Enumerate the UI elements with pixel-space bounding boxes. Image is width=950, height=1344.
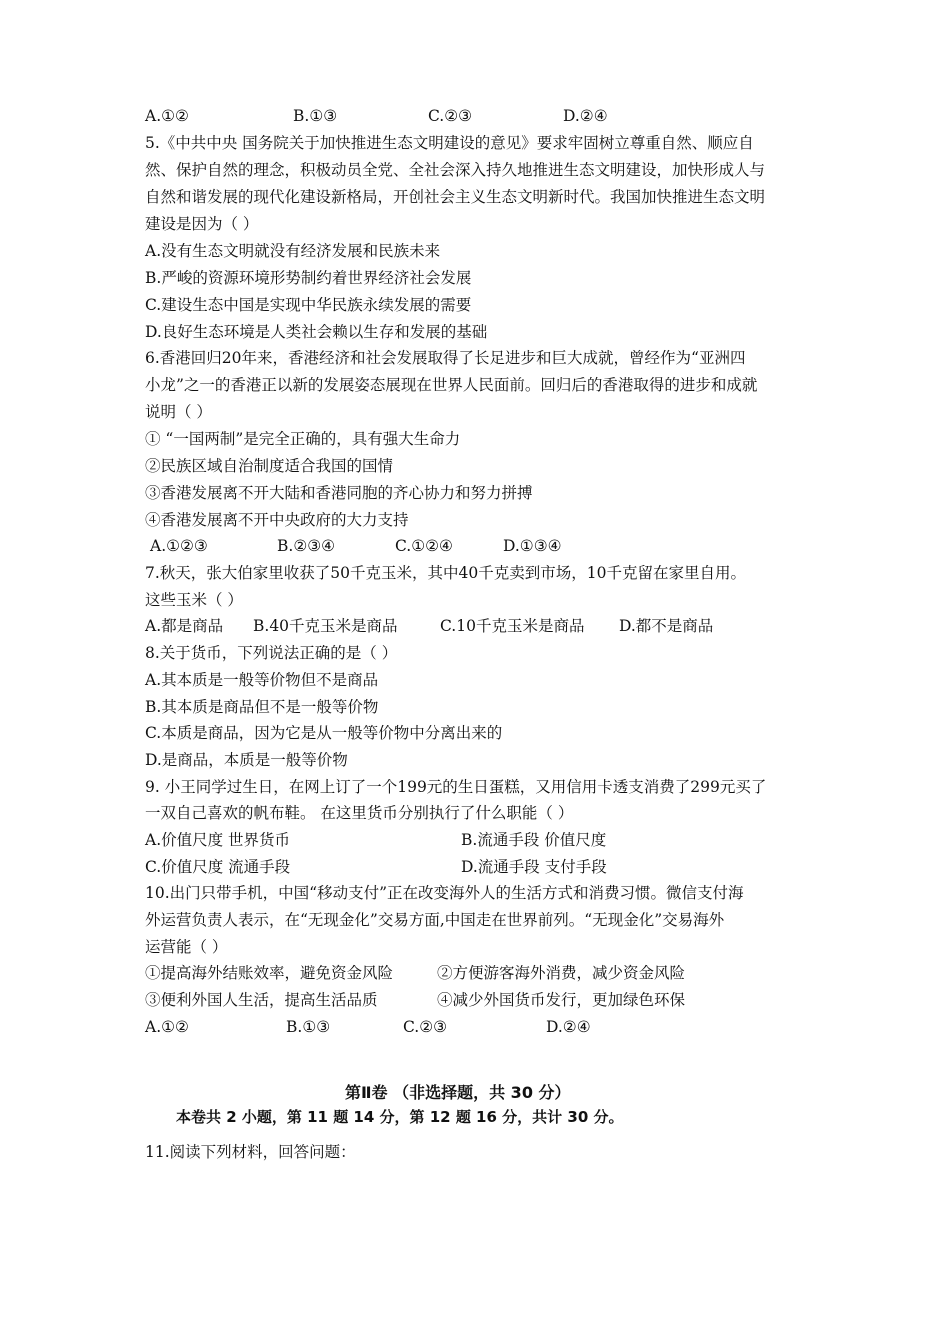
q11-stem: 11.阅读下列材料，回答问题： xyxy=(145,1143,356,1161)
q7-stem-line: 7.秋天，张大伯家里收获了50千克玉米，其中40千克卖到市场，10千克留在家里自用。 xyxy=(145,564,746,582)
q6-statement: ③香港发展离不开大陆和香港同胞的齐心协力和努力拼搏 xyxy=(145,484,533,502)
q5-option-a: A.没有生态文明就没有经济发展和民族未来 xyxy=(145,242,441,260)
option-a: A.价值尺度 世界货币 xyxy=(145,831,291,849)
q5-stem-line: 5.《中共中央 国务院关于加快推进生态文明建设的意见》要求牢固树立尊重自然、顺应自 xyxy=(145,134,754,152)
q10-stem-line: 运营能（ ） xyxy=(145,938,228,956)
q10-stem-line: 10.出门只带手机，中国“移动支付”正在改变海外人的生活方式和消费习惯。微信支付海 xyxy=(145,884,744,902)
q5-option-c: C.建设生态中国是实现中华民族永续发展的需要 xyxy=(145,296,472,314)
q5-stem-line: 建设是因为（ ） xyxy=(145,215,259,233)
option-a: A.①②③ xyxy=(150,537,208,555)
q8-stem-line: 8.关于货币，下列说法正确的是（ ） xyxy=(145,644,398,662)
option-a: A.①② xyxy=(145,1018,189,1036)
option-d: D.①③④ xyxy=(503,537,562,555)
option-b: B.①③ xyxy=(286,1018,331,1036)
option-d: D.都不是商品 xyxy=(619,617,714,635)
q8-option-c: C.本质是商品，因为它是从一般等价物中分离出来的 xyxy=(145,724,503,742)
q10-statement: ③便利外国人生活，提高生活品质 xyxy=(145,991,378,1009)
q5-stem-line: 自然和谐发展的现代化建设新格局，开创社会主义生态文明新时代。我国加快推进生态文明 xyxy=(145,188,766,206)
option-a: A.都是商品 xyxy=(145,617,224,635)
q5-option-b: B.严峻的资源环境形势制约着世界经济社会发展 xyxy=(145,269,472,287)
q6-statement: ④香港发展离不开中央政府的大力支持 xyxy=(145,511,409,529)
option-b: B.40千克玉米是商品 xyxy=(253,617,398,635)
q5-stem-line: 然、保护自然的理念，积极动员全党、全社会深入持久地推进生态文明建设，加快形成人与 xyxy=(145,161,766,179)
option-c: C.①②④ xyxy=(395,537,453,555)
option-d: D.②④ xyxy=(546,1018,591,1036)
option-c: C.10千克玉米是商品 xyxy=(440,617,585,635)
q7-stem-line: 这些玉米（ ） xyxy=(145,591,243,609)
option-b: B.①③ xyxy=(293,107,338,125)
q10-statement: ②方便游客海外消费，减少资金风险 xyxy=(437,964,686,982)
q8-option-a: A.其本质是一般等价物但不是商品 xyxy=(145,671,379,689)
q6-statement: ②民族区域自治制度适合我国的国情 xyxy=(145,457,394,475)
option-b: B.流通手段 价值尺度 xyxy=(461,831,607,849)
q6-stem-line: 说明（ ） xyxy=(145,403,212,421)
option-c: C.②③ xyxy=(403,1018,448,1036)
q6-statement: ① “一国两制”是完全正确的，具有强大生命力 xyxy=(145,430,461,448)
option-c: C.②③ xyxy=(428,107,473,125)
q10-stem-line: 外运营负责人表示，在“无现金化”交易方面,中国走在世界前列。“无现金化”交易海外 xyxy=(145,911,725,929)
option-a: A.①② xyxy=(145,107,189,125)
q9-stem-line: 一双自己喜欢的帆布鞋。 在这里货币分别执行了什么职能（ ） xyxy=(145,804,574,822)
q5-option-d: D.良好生态环境是人类社会赖以生存和发展的基础 xyxy=(145,323,488,341)
option-d: D.②④ xyxy=(563,107,608,125)
q10-statement: ①提高海外结账效率，避免资金风险 xyxy=(145,964,394,982)
option-d: D.流通手段 支付手段 xyxy=(461,858,607,876)
option-b: B.②③④ xyxy=(277,537,336,555)
section-title: 第Ⅱ卷 （非选择题，共 30 分） xyxy=(345,1083,571,1102)
q9-stem-line: 9. 小王同学过生日，在网上订了一个199元的生日蛋糕，又用信用卡透支消费了299元买了 xyxy=(145,778,767,796)
q8-option-d: D.是商品，本质是一般等价物 xyxy=(145,751,348,769)
q6-stem-line: 6.香港回归20年来，香港经济和社会发展取得了长足进步和巨大成就，曾经作为“亚洲四 xyxy=(145,349,746,367)
section-note: 本卷共 2 小题，第 11 题 14 分，第 12 题 16 分，共计 30 分。 xyxy=(176,1108,624,1126)
q8-option-b: B.其本质是商品但不是一般等价物 xyxy=(145,698,379,716)
q6-stem-line: 小龙”之一的香港正以新的发展姿态展现在世界人民面前。回归后的香港取得的进步和成就 xyxy=(145,376,758,394)
q10-statement: ④减少外国货币发行，更加绿色环保 xyxy=(437,991,686,1009)
option-c: C.价值尺度 流通手段 xyxy=(145,858,291,876)
